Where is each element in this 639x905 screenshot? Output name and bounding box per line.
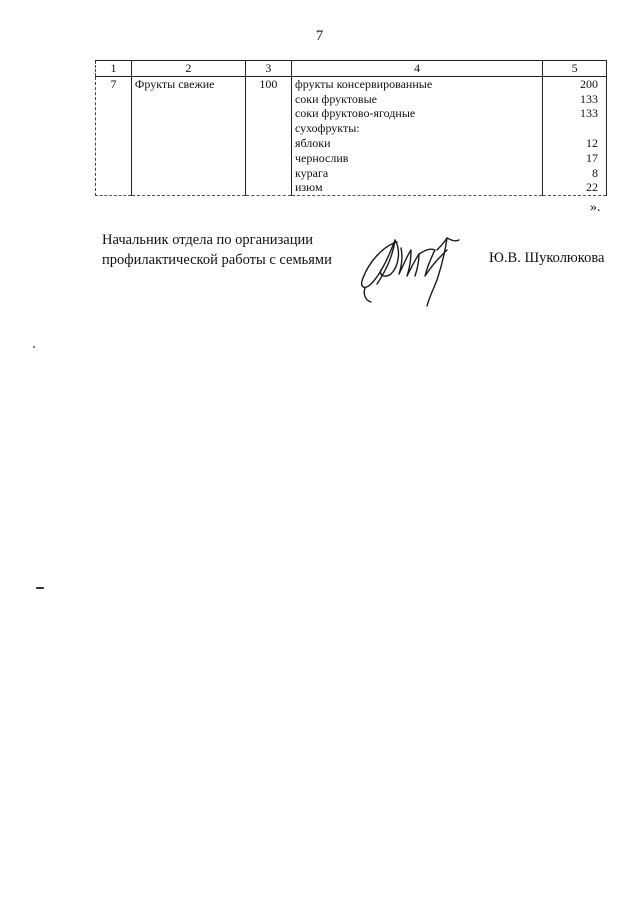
signatory-title-line-1: Начальник отдела по организации (102, 232, 314, 248)
header-col-1: 1 (96, 61, 132, 77)
signatory-title (102, 230, 332, 270)
amount-item (546, 121, 603, 136)
handwritten-signature (355, 228, 467, 310)
scan-artifact-mark (36, 587, 44, 589)
amount-item: 133 (580, 91, 598, 106)
replacement-item: изюм (294, 180, 323, 195)
scan-artifact-dot (33, 346, 35, 348)
table-header-row (96, 61, 607, 77)
closing-quote: ». (590, 200, 601, 215)
replacement-list-cell (291, 76, 542, 195)
header-col-4: 4 (291, 61, 542, 77)
amount-item: 22 (586, 180, 598, 195)
amount-item: 12 (586, 135, 598, 150)
page-number: 7 (315, 28, 324, 44)
table-row (96, 76, 607, 195)
replacement-item: курага (294, 165, 329, 180)
product-quantity: 100 (245, 76, 291, 195)
amount-item: 200 (580, 76, 598, 91)
replacement-table (95, 60, 607, 196)
replacement-item: яблоки (294, 135, 331, 150)
amount-item: 133 (580, 106, 598, 121)
row-number: 7 (96, 76, 132, 195)
replacement-item: соки фруктово-ягодные (294, 106, 416, 121)
replacement-item: соки фруктовые (294, 91, 377, 106)
replacement-item: сухофрукты: (294, 121, 360, 136)
replacement-item: чернослив (294, 150, 349, 165)
amount-list-cell (543, 76, 607, 195)
header-col-3: 3 (245, 61, 291, 77)
signatory-name: Ю.В. Шуколюкова (489, 250, 605, 266)
product-name: Фрукты свежие (131, 76, 245, 195)
amount-item: 17 (586, 150, 598, 165)
replacement-item: фрукты консервированные (294, 76, 433, 91)
header-col-2: 2 (131, 61, 245, 77)
header-col-5: 5 (543, 61, 607, 77)
signatory-title-line-2: профилактической работы с семьями (102, 252, 332, 268)
amount-item: 8 (592, 165, 598, 180)
